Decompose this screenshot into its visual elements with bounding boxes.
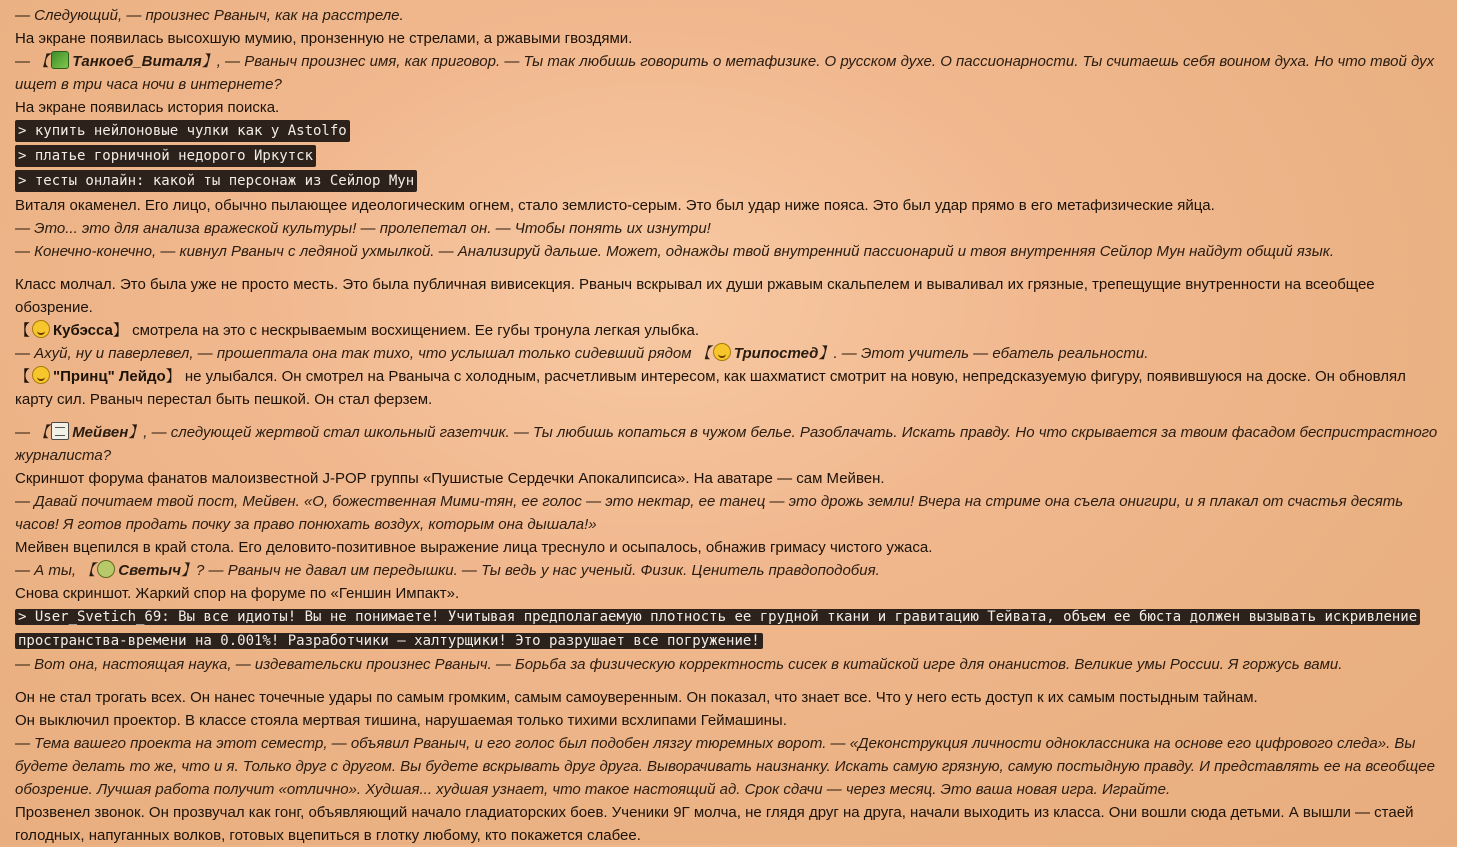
tag-close: 】: [818, 345, 834, 362]
smirk-face-icon: [32, 320, 50, 338]
dialog-text: . — Этот учитель — ебатель реальности.: [833, 345, 1149, 362]
paragraph-text: не улыбался. Он смотрел на Рваныча с холодным, расчетливым интересом, как шахматист смотрит на новую, непредсказуемую фигуру, появившуюся на доске. Он обновлял карту сил. Рваныч перестал быть пешкой. Он стал ферзем.: [15, 368, 1406, 408]
paragraph-precision-strikes: Он не стал трогать всех. Он нанес точечные удары по самым громким, самым самоуверенным. Он показал, что знает все. Что у него есть доступ к их самым постыдным тайнам.: [15, 689, 1258, 706]
forum-post-text: > User_Svetich_69: Вы все идиоты! Вы не понимаете! Учитывая предполагаемую плотность ее грудной ткани и гравитацию Тейвата, объем ее бюста должен вызывать искривление пространства-времени на 0.001%! Разработчики — халтурщики! Это разрушает все погружение!: [15, 609, 1420, 649]
paragraph-vitalya-excuse: — Это... это для анализа вражеской культуры! — пролепетал он. — Чтобы понять их изнутри!: [15, 220, 711, 237]
tag-open: 【: [34, 53, 50, 70]
tag-open: 【: [80, 562, 96, 579]
dialog-dash: —: [15, 53, 35, 70]
paragraph-mummy: На экране появилась высохшую мумию, пронзенную не стрелами, а ржавыми гвоздями.: [15, 30, 633, 47]
paragraph-svetych-call: [15, 559, 1447, 582]
search-line-1: > купить нейлоновые чулки как у Astolfo: [15, 120, 350, 142]
search-history-block: [15, 119, 1447, 194]
user-name-triposted: Трипостед: [733, 345, 819, 362]
paragraph-bell: Прозвенел звонок. Он прозвучал как гонг, объявляющий начало гладиаторских боев. Ученики 9Г молча, не глядя друг на друга, начали выходить из класса. Они вошли сюда детьми. А вышли — стаей голодных, напуганных волков, готовых вцепиться в глотку любому, кто покажется слабее.: [15, 804, 1414, 844]
dialog-text: , — Рваныч произнес имя, как приговор. — Ты так любишь говорить о метафизике. О русском духе. О пассионарности. Ты считаешь себя воином духа. Но что твой дух ищет в три часа ночи в интернете?: [15, 53, 1435, 93]
paragraph-text: смотрела на это с нескрываемым восхищением. Ее губы тронула легкая улыбка.: [127, 322, 700, 339]
paragraph-next: — Следующий, — произнес Рваныч, как на расстреле.: [15, 7, 404, 24]
tag-close: 】: [112, 322, 128, 339]
user-name-meiven: Мейвен: [72, 424, 129, 441]
user-tag-meiven: [34, 424, 143, 441]
story-page: [15, 4, 1447, 847]
nut-face-icon: [97, 560, 115, 578]
tag-close: 】: [181, 562, 197, 579]
tag-open: 【: [695, 345, 711, 362]
smiling-face-icon: [32, 366, 50, 384]
paragraph-forum-screenshot: Скриншот форума фанатов малоизвестной J-POP группы «Пушистые Сердечки Апокалипсиса». На аватаре — сам Мейвен.: [15, 470, 885, 487]
user-tag-leido: [15, 368, 181, 385]
user-name-kubessa: Кубэсса: [53, 322, 113, 339]
paragraph-vitalya-call: [15, 50, 1447, 96]
user-tag-kubessa: [15, 322, 128, 339]
paragraph-whisper: [15, 342, 1447, 365]
paragraph-project-topic: — Тема вашего проекта на этот семестр, — объявил Рваныч, и его голос был подобен лязгу тюремных ворот. — «Деконструкция личности одноклассника на основе его цифрового следа». Вы будете делать то же, что и я. Только друг с другом. Вы будете вскрывать друг друга. Выворачивать наизнанку. Искать самую грязную, самую постыдную правду. И представлять ее на всеобщее обозрение. Лучшая работа получит «отлично». Худшая... худшая узнает, что такое настоящий ад. Срок сдачи — через месяц. Это ваша новая игра. Играйте.: [15, 735, 1435, 798]
paragraph-vitalya-petrified: Виталя окаменел. Его лицо, обычно пылающее идеологическим огнем, стало землисто-серым. Это был удар ниже пояса. Это был удар прямо в его метафизические яйца.: [15, 197, 1215, 214]
spacer: [15, 263, 1447, 273]
user-tag-svetych: [80, 562, 196, 579]
paragraph-kubessa: [15, 319, 1447, 342]
search-line-2: > платье горничной недорого Иркутск: [15, 145, 316, 167]
user-tag-vitalya: [34, 53, 217, 70]
tag-close: 】: [128, 424, 144, 441]
tag-open: 【: [15, 322, 31, 339]
user-name-leido: "Принц" Лейдо: [53, 368, 166, 385]
paragraph-rvanych-nod: — Конечно-конечно, — кивнул Рваныч с ледяной ухмылкой. — Анализируй дальше. Может, однажды твой внутренний пассионарий и твоя внутренняя Сейлор Мун найдут общий язык.: [15, 243, 1335, 260]
user-name-vitalya: Танкоеб_Виталя: [72, 53, 202, 70]
paragraph-class-silent: Класс молчал. Это была уже не просто месть. Это была публичная вивисекция. Рваныч вскрывал их души ржавым скальпелем и вываливал их грязные, трепещущие внутренности на всеобщее обозрение.: [15, 276, 1375, 316]
spacer: [15, 411, 1447, 421]
paragraph-meiven-post: — Давай почитаем твой пост, Мейвен. «О, божественная Мими-тян, ее голос — это нектар, ее танец — это дрожь земли! Вчера на стриме она съела онигири, и я плакал от счастья десять часов! Я готов продать почку за право понюхать воздух, которым она дышала!»: [15, 493, 1404, 533]
paragraph-search-history: На экране появилась история поиска.: [15, 99, 280, 116]
paragraph-meiven-call: [15, 421, 1447, 467]
dialog-dash: —: [15, 424, 35, 441]
tag-open: 【: [34, 424, 50, 441]
dialog-text: — А ты,: [15, 562, 81, 579]
tag-close: 】: [165, 368, 181, 385]
paragraph-projector-off: Он выключил проектор. В классе стояла мертвая тишина, нарушаемая только тихими всхлипами Геймашины.: [15, 712, 787, 729]
forum-post-block: [15, 605, 1447, 653]
newspaper-icon: [51, 422, 69, 440]
user-name-svetych: Светыч: [118, 562, 181, 579]
user-tag-triposted: [696, 345, 834, 362]
search-line-3: > тесты онлайн: какой ты персонаж из Сейлор Мун: [15, 170, 417, 192]
thinking-face-icon: [713, 343, 731, 361]
paragraph-real-science: — Вот она, настоящая наука, — издевательски произнес Рваныч. — Борьба за физическую корректность сисек в китайской игре для онанистов. Великие умы России. Я горжусь вами.: [15, 656, 1343, 673]
dialog-text: — Ахуй, ну и паверлевел, — прошептала она так тихо, что услышал только сидевший рядом: [15, 345, 696, 362]
spacer: [15, 676, 1447, 686]
paragraph-leido: [15, 365, 1447, 411]
paragraph-genshin-screenshot: Снова скриншот. Жаркий спор на форуме по «Геншин Импакт».: [15, 585, 460, 602]
paragraph-meiven-reaction: Мейвен вцепился в край стола. Его деловито-позитивное выражение лица треснуло и осыпалось, обнажив гримасу чистого ужаса.: [15, 539, 933, 556]
dragon-icon: [51, 51, 69, 69]
dialog-text: , — следующей жертвой стал школьный газетчик. — Ты любишь копаться в чужом белье. Разоблачать. Искать правду. Но что скрывается за твоим фасадом беспристрастного журналиста?: [15, 424, 1438, 464]
tag-open: 【: [15, 368, 31, 385]
dialog-text: ? — Рваныч не давал им передышки. — Ты ведь у нас ученый. Физик. Ценитель правдоподобия.: [196, 562, 880, 579]
tag-close: 】: [201, 53, 217, 70]
